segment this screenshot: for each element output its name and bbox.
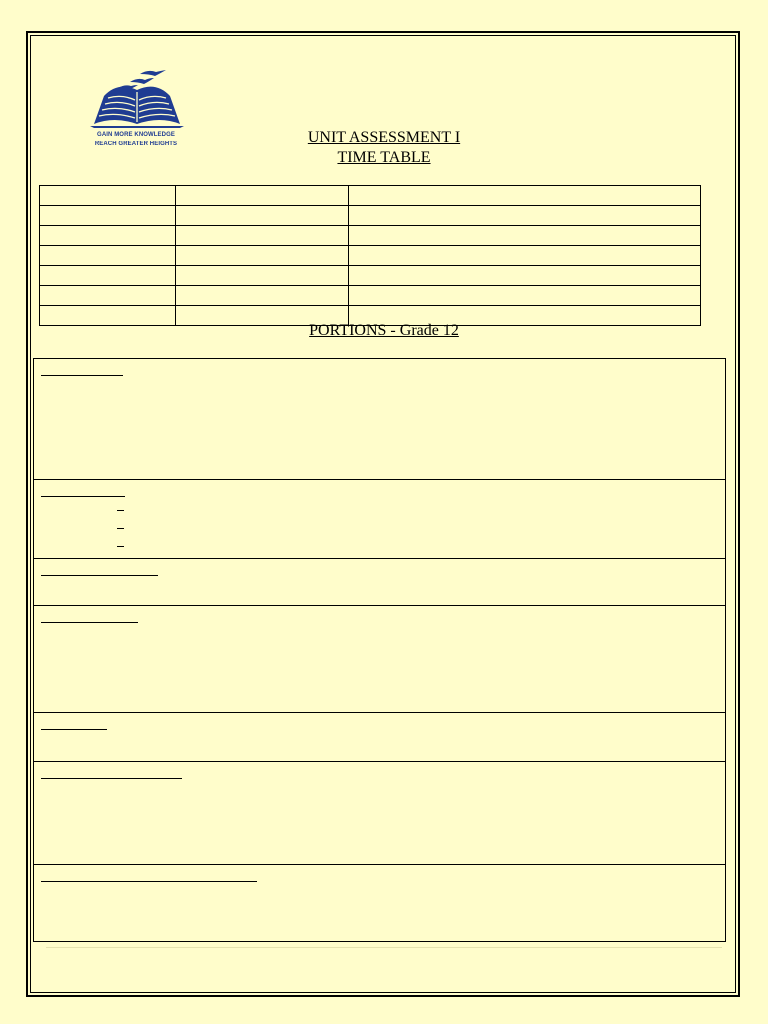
table-cell [349, 266, 701, 286]
table-cell [176, 266, 349, 286]
portion-section [34, 480, 725, 559]
table-cell [349, 206, 701, 226]
section-heading-underline [41, 778, 182, 779]
list-dash [117, 546, 124, 547]
table-cell [40, 266, 176, 286]
section-heading-underline [41, 729, 107, 730]
portions-heading: PORTIONS - Grade 12 [309, 322, 459, 339]
section-heading-underline [41, 575, 158, 576]
footer-rule [46, 947, 722, 948]
section-heading-underline [41, 496, 125, 497]
table-cell [176, 246, 349, 266]
table-cell [40, 186, 176, 206]
page-title: UNIT ASSESSMENT I [307, 129, 461, 146]
table-row [40, 266, 701, 286]
table-cell [349, 246, 701, 266]
table-row [40, 226, 701, 246]
table-cell [349, 226, 701, 246]
table-cell [349, 186, 701, 206]
table-row [40, 246, 701, 266]
table-cell [176, 286, 349, 306]
table-row [40, 186, 701, 206]
table-cell [176, 186, 349, 206]
table-cell [349, 286, 701, 306]
table-cell [176, 206, 349, 226]
portion-section [34, 713, 725, 762]
page-subtitle: TIME TABLE [337, 149, 431, 166]
bird-icon [130, 78, 154, 84]
table-row [40, 286, 701, 306]
portion-section [34, 762, 725, 865]
section-heading-underline [41, 881, 257, 882]
logo-motto-line2: REACH GREATER HEIGHTS [94, 141, 178, 147]
bird-icon [140, 70, 166, 76]
list-dash [117, 528, 124, 529]
list-dash [117, 510, 124, 511]
table-cell [40, 246, 176, 266]
timetable [39, 185, 701, 326]
portion-section [34, 559, 725, 606]
portions-box [33, 358, 726, 942]
portion-section [34, 865, 725, 943]
table-cell [40, 206, 176, 226]
table-row [40, 206, 701, 226]
table-cell [40, 226, 176, 246]
table-cell [40, 286, 176, 306]
table-cell [176, 226, 349, 246]
section-heading-underline [41, 375, 123, 376]
portion-section [34, 359, 725, 480]
logo-motto-line1: GAIN MORE KNOWLEDGE [97, 132, 175, 138]
section-heading-underline [41, 622, 138, 623]
portion-section [34, 606, 725, 713]
